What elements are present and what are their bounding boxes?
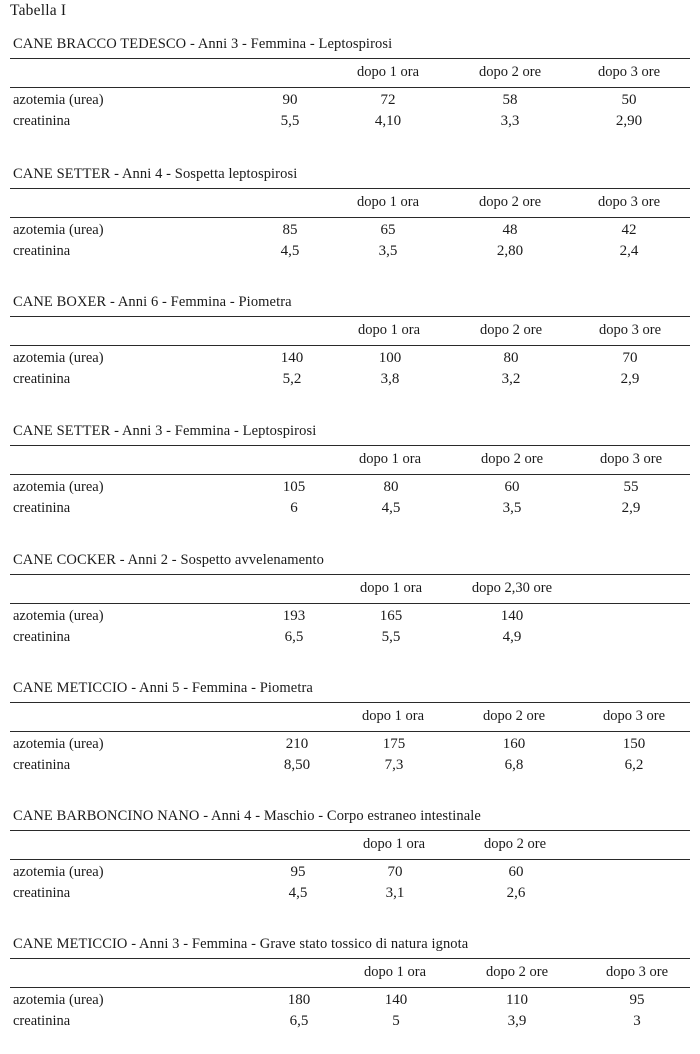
value-azotemia-2h: 48	[502, 222, 518, 238]
value-azotemia-1h: 72	[380, 92, 396, 108]
value-creatinina-2h30: 4,9	[502, 629, 522, 645]
table-header-rule	[10, 217, 690, 218]
value-creatinina-1h: 7,3	[384, 757, 404, 773]
row-label-creatinina: creatinina	[13, 243, 71, 259]
row-label-creatinina: creatinina	[13, 1013, 71, 1029]
value-creatinina-1h: 3,5	[378, 243, 398, 259]
value-azotemia-3h: 42	[621, 222, 637, 238]
value-azotemia-1h: 65	[380, 222, 396, 238]
row-label-azotemia: azotemia (urea)	[13, 992, 104, 1008]
value-creatinina-2h: 2,80	[496, 243, 524, 259]
table-block-1	[10, 36, 690, 154]
column-header-2: dopo 2 ore	[478, 64, 542, 80]
column-header-1: dopo 1 ora	[357, 322, 421, 338]
column-header-2: dopo 2 ore	[479, 322, 543, 338]
table-top-rule	[10, 702, 690, 703]
table-header-rule	[10, 987, 690, 988]
value-azotemia-2h30: 140	[500, 608, 524, 624]
value-azotemia-2h: 80	[503, 350, 519, 366]
row-label-azotemia: azotemia (urea)	[13, 92, 104, 108]
value-azotemia-baseline: 95	[290, 864, 306, 880]
column-header-1: dopo 1 ora	[356, 64, 420, 80]
value-creatinina-baseline: 8,50	[283, 757, 311, 773]
value-creatinina-baseline: 6	[290, 500, 298, 516]
column-header-3: dopo 3 ore	[605, 964, 669, 980]
value-azotemia-1h: 165	[379, 608, 403, 624]
value-azotemia-3h: 95	[629, 992, 645, 1008]
value-creatinina-2h: 3,5	[502, 500, 522, 516]
table-header-rule	[10, 603, 690, 604]
value-azotemia-1h: 140	[384, 992, 408, 1008]
value-azotemia-1h: 80	[383, 479, 399, 495]
value-azotemia-2h: 58	[502, 92, 518, 108]
column-header-2: dopo 2 ore	[480, 451, 544, 467]
table-block-8	[10, 936, 690, 1054]
column-header-3: dopo 3 ore	[599, 451, 663, 467]
value-azotemia-3h: 55	[623, 479, 639, 495]
table-block-5	[10, 552, 690, 670]
table-heading: CANE COCKER - Anni 2 - Sospetto avvelenamento	[13, 552, 324, 568]
table-heading: CANE BARBONCINO NANO - Anni 4 - Maschio - Corpo estraneo intestinale	[13, 808, 481, 824]
value-azotemia-baseline: 105	[282, 479, 306, 495]
table-heading: CANE SETTER - Anni 3 - Femmina - Leptospirosi	[13, 423, 317, 439]
table-top-rule	[10, 316, 690, 317]
value-azotemia-3h: 50	[621, 92, 637, 108]
value-azotemia-1h: 175	[382, 736, 406, 752]
table-header-rule	[10, 345, 690, 346]
row-label-creatinina: creatinina	[13, 757, 71, 773]
value-creatinina-baseline: 4,5	[288, 885, 308, 901]
value-azotemia-2h: 60	[508, 864, 524, 880]
table-block-7	[10, 808, 690, 926]
table-block-4	[10, 423, 690, 541]
value-azotemia-2h: 60	[504, 479, 520, 495]
value-creatinina-1h: 3,1	[385, 885, 405, 901]
value-creatinina-1h: 4,5	[381, 500, 401, 516]
value-creatinina-1h: 4,10	[374, 113, 402, 129]
value-creatinina-2h: 3,3	[500, 113, 520, 129]
column-header-1: dopo 1 ora	[361, 708, 425, 724]
table-header-rule	[10, 731, 690, 732]
table-top-rule	[10, 445, 690, 446]
value-azotemia-baseline: 210	[285, 736, 309, 752]
value-creatinina-baseline: 6,5	[289, 1013, 309, 1029]
table-top-rule	[10, 58, 690, 59]
value-creatinina-3h: 3	[633, 1013, 641, 1029]
table-heading: CANE BRACCO TEDESCO - Anni 3 - Femmina - Leptospirosi	[13, 36, 393, 52]
row-label-azotemia: azotemia (urea)	[13, 479, 104, 495]
table-block-6	[10, 680, 690, 798]
value-creatinina-2h: 6,8	[504, 757, 524, 773]
table-top-rule	[10, 188, 690, 189]
value-azotemia-baseline: 180	[287, 992, 311, 1008]
column-header-1: dopo 1 ora	[356, 194, 420, 210]
column-header-2: dopo 2 ore	[482, 708, 546, 724]
table-header-rule	[10, 859, 690, 860]
row-label-creatinina: creatinina	[13, 371, 71, 387]
column-header-1: dopo 1 ora	[359, 580, 423, 596]
value-azotemia-3h: 70	[622, 350, 638, 366]
column-header-1: dopo 1 ora	[362, 836, 426, 852]
value-creatinina-3h: 2,90	[615, 113, 643, 129]
value-azotemia-3h: 150	[622, 736, 646, 752]
row-label-creatinina: creatinina	[13, 885, 71, 901]
row-label-creatinina: creatinina	[13, 500, 71, 516]
value-azotemia-baseline: 90	[282, 92, 298, 108]
value-creatinina-1h: 3,8	[380, 371, 400, 387]
value-creatinina-baseline: 5,2	[282, 371, 302, 387]
table-heading: CANE METICCIO - Anni 3 - Femmina - Grave stato tossico di natura ignota	[13, 936, 469, 952]
row-label-azotemia: azotemia (urea)	[13, 350, 104, 366]
table-heading: CANE BOXER - Anni 6 - Femmina - Piometra	[13, 294, 292, 310]
value-azotemia-baseline: 140	[280, 350, 304, 366]
table-header-rule	[10, 87, 690, 88]
table-top-rule	[10, 830, 690, 831]
value-creatinina-3h: 2,4	[619, 243, 639, 259]
row-label-creatinina: creatinina	[13, 629, 71, 645]
table-header-rule	[10, 474, 690, 475]
value-azotemia-2h: 110	[506, 992, 528, 1008]
value-creatinina-3h: 2,9	[620, 371, 640, 387]
page-title: Tabella I	[10, 2, 67, 19]
column-header-3: dopo 3 ore	[597, 194, 661, 210]
row-label-azotemia: azotemia (urea)	[13, 222, 104, 238]
column-header-2: dopo 2,30 ore	[471, 580, 553, 596]
value-creatinina-2h: 3,9	[507, 1013, 527, 1029]
value-creatinina-baseline: 5,5	[280, 113, 300, 129]
column-header-1: dopo 1 ora	[363, 964, 427, 980]
value-azotemia-1h: 100	[378, 350, 402, 366]
row-label-azotemia: azotemia (urea)	[13, 736, 104, 752]
value-creatinina-1h: 5,5	[381, 629, 401, 645]
table-heading: CANE METICCIO - Anni 5 - Femmina - Piometra	[13, 680, 313, 696]
column-header-2: dopo 2 ore	[483, 836, 547, 852]
value-azotemia-baseline: 193	[282, 608, 306, 624]
row-label-creatinina: creatinina	[13, 113, 71, 129]
row-label-azotemia: azotemia (urea)	[13, 864, 104, 880]
value-creatinina-3h: 6,2	[624, 757, 644, 773]
column-header-1: dopo 1 ora	[358, 451, 422, 467]
table-block-3	[10, 294, 690, 412]
value-azotemia-2h: 160	[502, 736, 526, 752]
table-heading: CANE SETTER - Anni 4 - Sospetta leptospirosi	[13, 166, 298, 182]
value-creatinina-baseline: 4,5	[280, 243, 300, 259]
column-header-2: dopo 2 ore	[478, 194, 542, 210]
table-block-2	[10, 166, 690, 284]
value-creatinina-1h: 5	[392, 1013, 400, 1029]
value-azotemia-1h: 70	[387, 864, 403, 880]
value-creatinina-2h: 2,6	[506, 885, 526, 901]
row-label-azotemia: azotemia (urea)	[13, 608, 104, 624]
column-header-2: dopo 2 ore	[485, 964, 549, 980]
table-top-rule	[10, 574, 690, 575]
table-top-rule	[10, 958, 690, 959]
value-creatinina-baseline: 6,5	[284, 629, 304, 645]
value-creatinina-3h: 2,9	[621, 500, 641, 516]
column-header-3: dopo 3 ore	[597, 64, 661, 80]
column-header-3: dopo 3 ore	[602, 708, 666, 724]
value-creatinina-2h: 3,2	[501, 371, 521, 387]
value-azotemia-baseline: 85	[282, 222, 298, 238]
column-header-3: dopo 3 ore	[598, 322, 662, 338]
